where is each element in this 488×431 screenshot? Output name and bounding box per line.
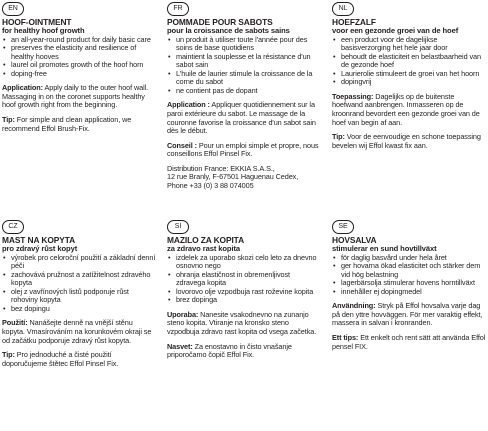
application-text: Apply daily to the outer hoof wall. Massaging in on the coronet supports healthy hoof growth right from the beginning. xyxy=(2,83,149,110)
distributor-line: Distribution France: EKKIA S.A.S., xyxy=(167,163,275,173)
tip-text: Pour un emploi simple et propre, nous conseillons Effol Pinsel Fix. xyxy=(167,140,319,159)
tip-paragraph xyxy=(167,343,321,360)
feature-item: • een product voor de dagelijkse basisverzorging het hele jaar door xyxy=(332,36,486,53)
tip-label: Tip: xyxy=(2,114,15,124)
section-fr xyxy=(167,2,321,190)
tip-label: Ett tips: xyxy=(332,332,359,342)
tip-label: Tip: xyxy=(2,350,15,360)
application-text: Nanášejte denně na vnější stěnu kopyta. Vmasírováním na korunkovém okraji se od začátku podporuje zdravý růst kopyta. xyxy=(2,318,152,345)
feature-item: • brez dopinga xyxy=(167,296,321,305)
application-label: Použití: xyxy=(2,318,28,328)
product-subtitle: for healthy hoof growth xyxy=(2,26,85,35)
feature-list xyxy=(332,254,486,297)
application-text: Dagelijks op de buitenste hoefwand aanbrengen. Inmasseren op de kroonrand bevordert een gezonde groei van de hoef van begin af aan. xyxy=(332,91,480,127)
feature-item: • ohranja elastičnost in obremenljivost zdravega kopita xyxy=(167,271,321,288)
product-title: MAST NA KOPYTA xyxy=(2,235,76,245)
application-paragraph xyxy=(2,319,156,345)
product-subtitle: pro zdravý růst kopyt xyxy=(2,244,78,253)
product-title: HOVSALVA xyxy=(332,235,377,245)
application-label: Application: xyxy=(2,83,43,93)
language-badge: NL xyxy=(332,2,354,16)
feature-item: • innehåller ej dopingmedel xyxy=(332,288,486,297)
tip-label: Tip: xyxy=(332,132,345,142)
feature-item: • dopingvrij xyxy=(332,78,486,87)
tip-paragraph xyxy=(332,133,486,150)
application-paragraph xyxy=(332,93,486,127)
tip-text: For simple and clean application, we recommend Effol Brush-Fix. xyxy=(2,114,132,133)
feature-item: • ne contient pas de dopant xyxy=(167,87,321,96)
section-si xyxy=(167,220,321,360)
language-badge: CZ xyxy=(2,220,24,234)
distributor-line: Phone +33 (0) 3 88 074005 xyxy=(167,180,254,190)
feature-item: • L'huile de laurier stimule la croissance de la corne du sabot xyxy=(167,70,321,87)
feature-list xyxy=(167,254,321,305)
product-subtitle: za zdravo rast kopita xyxy=(167,244,241,253)
tip-text: Ett enkelt och rent sätt att använda Effol pensel FIX. xyxy=(332,332,486,351)
distributor-line: 12 rue Branly, F-67501 Haguenau Cedex, xyxy=(167,172,299,182)
product-title: POMMADE POUR SABOTS xyxy=(167,17,273,27)
tip-paragraph xyxy=(332,334,486,351)
application-text: Stryk på Effol hovsalva varje dag på den yttre hovväggen. För mer varaktig effekt, massera in salvan i kronranden. xyxy=(332,301,483,328)
application-label: Användning: xyxy=(332,301,376,311)
feature-item: • laurel oil promotes growth of the hoof horn xyxy=(2,61,156,70)
tip-label: Nasvet: xyxy=(167,341,193,351)
tip-text: Voor de eenvoudige en schone toepassing bevelen wij Effol kwast fix aan. xyxy=(332,132,481,150)
feature-item: • lovorovo olje vzpodbuja rast roževine kopita xyxy=(167,288,321,297)
feature-list xyxy=(167,36,321,96)
language-badge: FR xyxy=(167,2,189,16)
feature-item: • an all-year-round product for daily basic care xyxy=(2,36,156,45)
feature-item: • för daglig basvård under hela året xyxy=(332,254,486,263)
feature-item: • izdelek za uporabo skozi celo leto za dnevno osnovno nego xyxy=(167,254,321,271)
tip-label: Conseil : xyxy=(167,140,197,150)
feature-item: • lagerbärsolja stimulerar hovens horntillväxt xyxy=(332,279,486,288)
product-title: MAZILO ZA KOPITA xyxy=(167,235,245,245)
feature-item: • bez dopingu xyxy=(2,305,156,314)
feature-item: • doping-free xyxy=(2,70,156,79)
language-badge: SI xyxy=(167,220,189,234)
feature-item: • un produit à utiliser toute l'année pour des soins de base quotidiens xyxy=(167,36,321,53)
tip-text: Pro jednoduché a čisté použití doporučujeme štětec Effol Pinsel Fix. xyxy=(2,350,119,368)
section-cz xyxy=(2,220,156,368)
feature-list xyxy=(2,254,156,314)
product-title: HOEFZALF xyxy=(332,17,376,27)
section-en xyxy=(2,2,156,133)
product-subtitle: stimulerar en sund hovtillväxt xyxy=(332,244,437,253)
tip-text: Za enostavno in čisto vnašanje priporočamo čopič Effol Fix. xyxy=(167,341,292,360)
language-badge: SE xyxy=(332,220,354,234)
application-text: Nanesite vsakodnevno na zunanjo steno kopita. Vtiranje na kronsko steno vzpodbuja zdravo rast kopita od vsega začetka. xyxy=(167,309,317,336)
application-paragraph xyxy=(167,311,321,337)
feature-item: • ger hovarna ökad elasticitet och stärker dem vid hög belastning xyxy=(332,262,486,279)
application-paragraph xyxy=(2,84,156,110)
application-paragraph xyxy=(167,101,321,135)
product-subtitle: voor een gezonde groei van de hoef xyxy=(332,26,459,35)
feature-item: • maintient la souplesse et la résistance d'un sabot sain xyxy=(167,53,321,70)
tip-paragraph xyxy=(167,142,321,159)
language-badge: EN xyxy=(2,2,24,16)
feature-list xyxy=(2,36,156,79)
feature-item: • behoudt de elasticiteit en belastbaarheid van de gezonde hoef xyxy=(332,53,486,70)
feature-item: • zachovává pružnost a zatížitelnost zdravého kopyta xyxy=(2,271,156,288)
feature-item: • výrobek pro celoroční použití a základní denní péči xyxy=(2,254,156,271)
distributor-address xyxy=(167,165,321,191)
tip-paragraph xyxy=(2,116,156,133)
product-subtitle: pour la croissance de sabots sains xyxy=(167,26,290,35)
feature-item: • preserves the elasticity and resilience of healthy hooves xyxy=(2,44,156,61)
section-nl xyxy=(332,2,486,150)
feature-item: • olej z vavřínových listů podporuje růst rohoviny kopyta xyxy=(2,288,156,305)
application-text: Appliquer quotidiennement sur la paroi extérieure du sabot. Le massage de la couronne favorise la croissance d'un sabot sain dès le début. xyxy=(167,100,316,136)
application-label: Application : xyxy=(167,100,210,110)
tip-paragraph xyxy=(2,351,156,368)
application-paragraph xyxy=(332,302,486,328)
feature-item: • Laurierolie stimuleert de groei van het hoorn xyxy=(332,70,486,79)
feature-list xyxy=(332,36,486,87)
application-label: Toepassing: xyxy=(332,91,374,101)
product-title: HOOF-OINTMENT xyxy=(2,17,72,27)
application-label: Uporaba: xyxy=(167,309,199,319)
section-se xyxy=(332,220,486,351)
